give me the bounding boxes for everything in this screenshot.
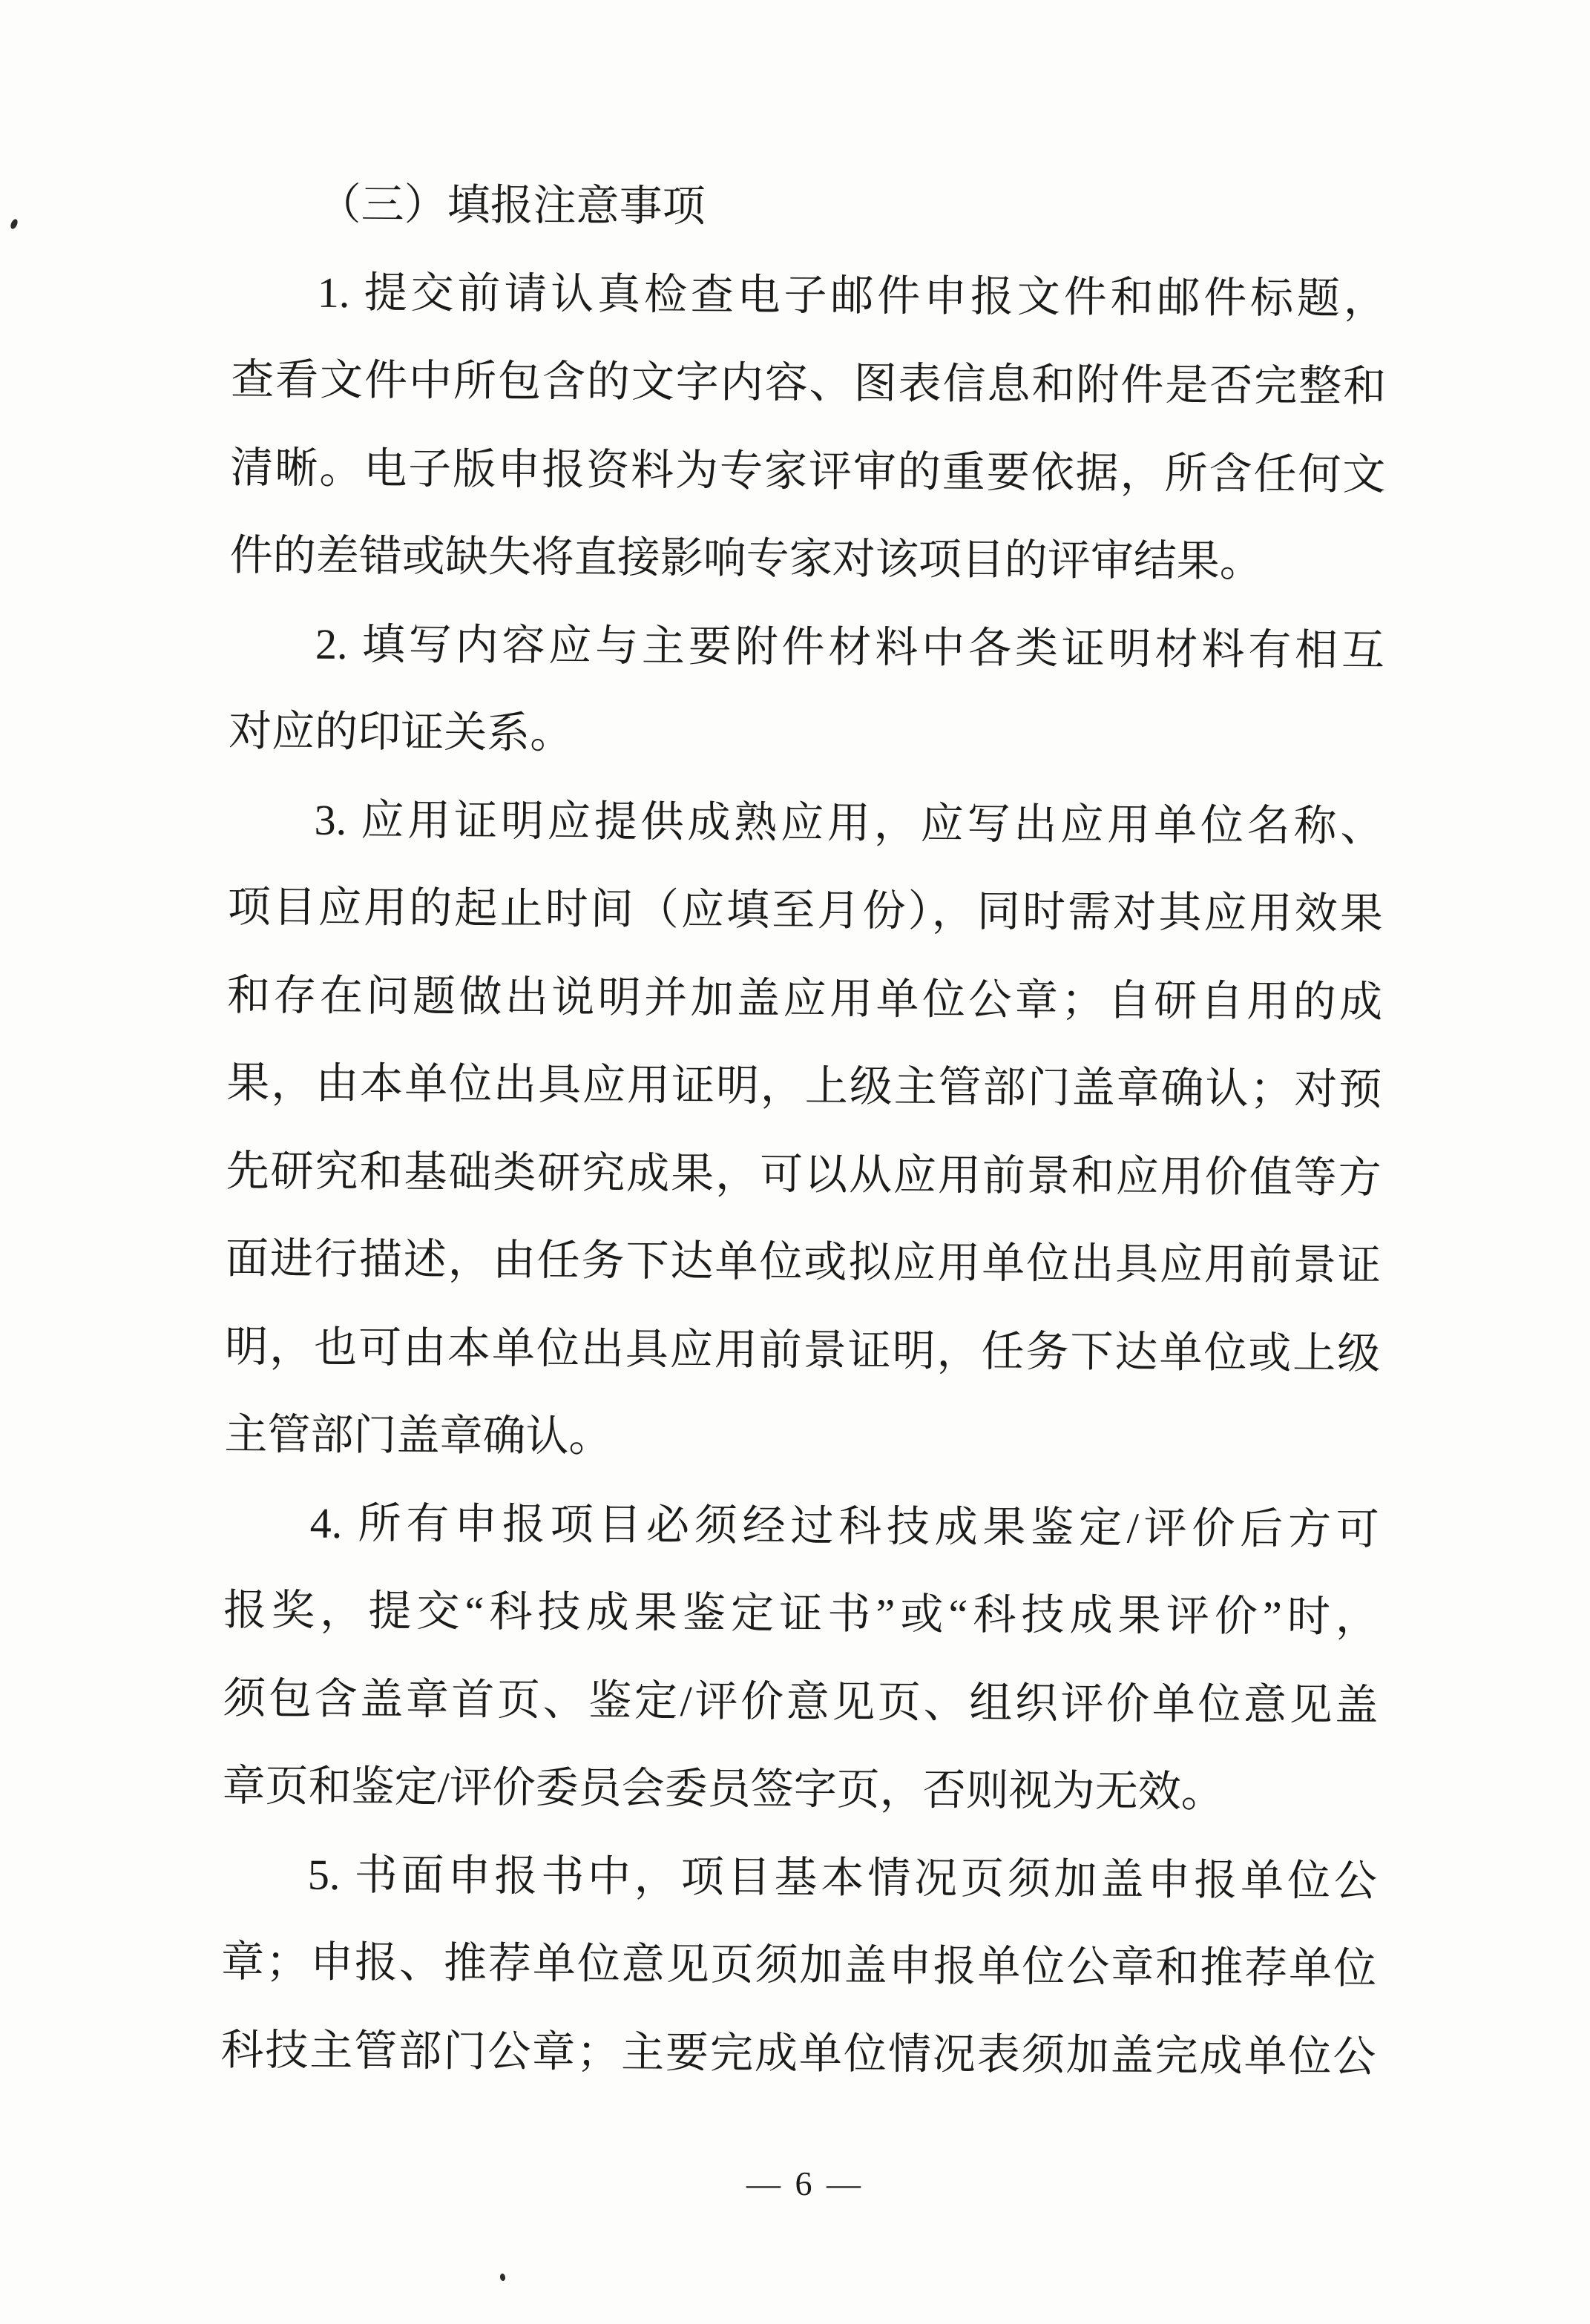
scan-speck bbox=[499, 2273, 506, 2281]
section-heading: （三）填报注意事项 bbox=[318, 180, 706, 231]
text-line: 章页和鉴定/评价委员会委员签字页，否则视为无效。 bbox=[222, 1761, 1224, 1817]
text-line: 和存在问题做出说明并加盖应用单位公章；自研自用的成 bbox=[226, 970, 1383, 1026]
text-line: 件的差错或缺失将直接影响专家对该项目的评审结果。 bbox=[229, 530, 1263, 586]
text-line: 章；申报、推荐单位意见页须加盖申报单位公章和推荐单位 bbox=[220, 1937, 1377, 1993]
text-line: 先研究和基础类研究成果，可以从应用前景和应用价值等方 bbox=[226, 1146, 1382, 1202]
text-line: 对应的印证关系。 bbox=[229, 706, 574, 757]
text-line: 5. 书面申报书中，项目基本情况页须加盖申报单位公 bbox=[307, 1850, 1378, 1905]
text-line: 面进行描述，由任务下达单位或拟应用单位出具应用前景证 bbox=[225, 1234, 1382, 1290]
scan-speck bbox=[9, 218, 19, 230]
text-line: 4. 所有申报项目必须经过科技成果鉴定/评价后方可 bbox=[309, 1498, 1379, 1553]
text-line: 2. 填写内容应与主要附件材料中各类证明材料有相互 bbox=[315, 619, 1385, 674]
text-line: 项目应用的起止时间（应填至月份），同时需对其应用效果 bbox=[227, 882, 1384, 938]
text-line: 须包含盖章首页、鉴定/评价意见页、组织评价单位意见盖 bbox=[223, 1673, 1379, 1729]
text-line: 清晰。电子版申报资料为专家评审的重要依据，所含任何文 bbox=[230, 443, 1386, 499]
text-line: 科技主管部门公章；主要完成单位情况表须加盖完成单位公 bbox=[220, 2025, 1376, 2081]
text-line: 果，由本单位出具应用证明，上级主管部门盖章确认；对预 bbox=[226, 1058, 1382, 1114]
text-line: 1. 提交前请认真检查电子邮件申报文件和邮件标题， bbox=[317, 268, 1387, 323]
page-number: — 6 — bbox=[746, 2165, 864, 2202]
text-line: 明，也可由本单位出具应用前景证明，任务下达单位或上级 bbox=[225, 1322, 1381, 1377]
text-line: 查看文件中所包含的文字内容、图表信息和附件是否完整和 bbox=[230, 355, 1387, 411]
text-line: 3. 应用证明应提供成熟应用，应写出应用单位名称、 bbox=[314, 795, 1384, 850]
document-text-block bbox=[220, 160, 1387, 2101]
text-line: 主管部门盖章确认。 bbox=[224, 1409, 612, 1461]
text-line: 报奖，提交“科技成果鉴定证书”或“科技成果评价”时， bbox=[223, 1585, 1379, 1642]
